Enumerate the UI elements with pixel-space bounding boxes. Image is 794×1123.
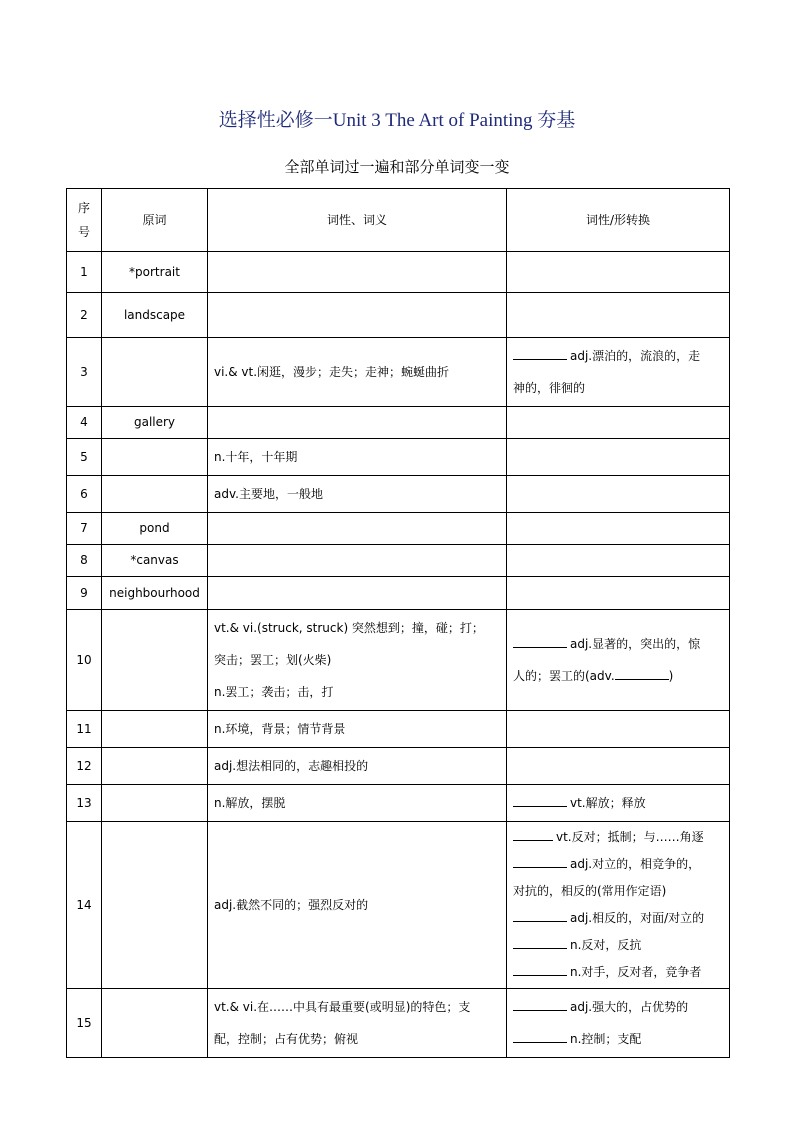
pos-line: n.环境，背景；情节背景	[214, 722, 346, 736]
table-row	[67, 439, 730, 476]
row-conversion	[507, 545, 730, 577]
table-row	[67, 711, 730, 748]
row-number: 15	[67, 989, 102, 1058]
row-conversion	[507, 748, 730, 785]
row-number: 10	[67, 610, 102, 711]
row-conversion	[507, 711, 730, 748]
answer-blank[interactable]	[513, 936, 567, 949]
header-conversion: 词性/形转换	[507, 189, 730, 252]
conversion-text: n.控制；支配	[570, 1032, 642, 1046]
conversion-line	[513, 372, 723, 404]
row-word	[102, 476, 208, 513]
conversion-text: 神的，徘徊的	[513, 381, 586, 395]
table-row	[67, 610, 730, 711]
conversion-text: n.对手，反对者，竞争者	[570, 965, 702, 979]
row-word	[102, 989, 208, 1058]
table-row	[67, 822, 730, 989]
row-number: 14	[67, 822, 102, 989]
row-number: 13	[67, 785, 102, 822]
row-conversion	[507, 513, 730, 545]
row-word: *portrait	[102, 252, 208, 293]
row-conversion	[507, 577, 730, 610]
conversion-text: adj.相反的，对面/对立的	[570, 911, 705, 925]
pos-line: vt.& vi.在……中具有最重要(或明显)的特色；支	[214, 1000, 471, 1014]
pos-line: adj.截然不同的；强烈反对的	[214, 898, 369, 912]
pos-line: adj.想法相同的，志趣相投的	[214, 759, 369, 773]
conversion-line	[513, 660, 723, 692]
vocabulary-table	[66, 188, 730, 1058]
header-number-line1: 序	[77, 201, 90, 215]
conversion-line	[513, 1023, 723, 1055]
conversion-text: adj.强大的，占优势的	[570, 1000, 689, 1014]
table-row	[67, 338, 730, 407]
conversion-text: adj.对立的，相竞争的，	[570, 857, 701, 871]
table-body	[67, 252, 730, 1058]
answer-blank[interactable]	[513, 963, 567, 976]
row-conversion	[507, 610, 730, 711]
conversion-text: vt.反对；抵制；与……角逐	[556, 830, 704, 844]
conversion-text: 对抗的，相反的(常用作定语)	[513, 884, 667, 898]
table-row	[67, 293, 730, 338]
pos-line: 配，控制；占有优势；俯视	[214, 1032, 359, 1046]
row-number: 6	[67, 476, 102, 513]
conversion-text: adj.漂泊的，流浪的，走	[570, 349, 701, 363]
row-part-of-speech	[208, 785, 507, 822]
row-part-of-speech	[208, 822, 507, 989]
answer-blank[interactable]	[615, 667, 669, 680]
answer-blank[interactable]	[513, 828, 553, 841]
row-conversion	[507, 338, 730, 407]
row-number: 11	[67, 711, 102, 748]
pos-line: vi.& vt.闲逛，漫步；走失；走神；蜿蜒曲折	[214, 365, 450, 379]
conversion-line	[513, 340, 723, 372]
answer-blank[interactable]	[513, 635, 567, 648]
row-part-of-speech	[208, 577, 507, 610]
row-part-of-speech	[208, 545, 507, 577]
conversion-line	[513, 905, 723, 932]
answer-blank[interactable]	[513, 1030, 567, 1043]
row-number: 1	[67, 252, 102, 293]
row-number: 2	[67, 293, 102, 338]
row-part-of-speech	[208, 476, 507, 513]
row-conversion	[507, 785, 730, 822]
table-row	[67, 252, 730, 293]
row-number: 9	[67, 577, 102, 610]
conversion-line	[513, 824, 723, 851]
conversion-line	[513, 932, 723, 959]
row-word	[102, 711, 208, 748]
row-word	[102, 822, 208, 989]
row-conversion	[507, 989, 730, 1058]
conversion-text: adj.显著的，突出的，惊	[570, 637, 701, 651]
row-number: 7	[67, 513, 102, 545]
row-number: 5	[67, 439, 102, 476]
pos-line: vt.& vi.(struck, struck) 突然想到；撞，碰；打；	[214, 621, 484, 635]
pos-line: n.十年，十年期	[214, 450, 298, 464]
page-subtitle: 全部单词过一遍和部分单词变一变	[284, 158, 510, 176]
table-row	[67, 545, 730, 577]
page-title: 选择性必修一Unit 3 The Art of Painting 夯基	[218, 110, 576, 131]
row-part-of-speech	[208, 610, 507, 711]
row-part-of-speech	[208, 711, 507, 748]
pos-line: adv.主要地，一般地	[214, 487, 323, 501]
row-number: 12	[67, 748, 102, 785]
answer-blank[interactable]	[513, 794, 567, 807]
table-row	[67, 989, 730, 1058]
row-part-of-speech	[208, 513, 507, 545]
table-row	[67, 407, 730, 439]
answer-blank[interactable]	[513, 855, 567, 868]
row-word: landscape	[102, 293, 208, 338]
row-number: 3	[67, 338, 102, 407]
conversion-line	[513, 787, 723, 819]
row-conversion	[507, 252, 730, 293]
conversion-text: 人的；罢工的(adv.	[513, 669, 615, 683]
conversion-line	[513, 878, 723, 905]
conversion-line	[513, 959, 723, 986]
table-row	[67, 748, 730, 785]
conversion-line	[513, 991, 723, 1023]
pos-line: 突击；罢工；划(火柴)	[214, 653, 332, 667]
row-conversion	[507, 439, 730, 476]
row-word	[102, 610, 208, 711]
conversion-text: n.反对，反抗	[570, 938, 642, 952]
row-word: *canvas	[102, 545, 208, 577]
conversion-text: vt.解放；释放	[570, 796, 646, 810]
table-row	[67, 513, 730, 545]
header-number	[67, 189, 102, 252]
row-part-of-speech	[208, 252, 507, 293]
row-word	[102, 338, 208, 407]
table-row	[67, 785, 730, 822]
row-conversion	[507, 476, 730, 513]
row-conversion	[507, 407, 730, 439]
table-row	[67, 577, 730, 610]
answer-blank[interactable]	[513, 909, 567, 922]
row-number: 8	[67, 545, 102, 577]
conversion-line	[513, 628, 723, 660]
row-word	[102, 439, 208, 476]
answer-blank[interactable]	[513, 347, 567, 360]
row-part-of-speech	[208, 338, 507, 407]
header-number-line2: 号	[77, 225, 90, 239]
answer-blank[interactable]	[513, 998, 567, 1011]
pos-line: n.解放，摆脱	[214, 796, 286, 810]
row-part-of-speech	[208, 293, 507, 338]
row-part-of-speech	[208, 439, 507, 476]
row-part-of-speech	[208, 407, 507, 439]
row-part-of-speech	[208, 748, 507, 785]
row-word: neighbourhood	[102, 577, 208, 610]
row-word	[102, 785, 208, 822]
conversion-text-tail: )	[668, 669, 674, 683]
header-word: 原词	[102, 189, 208, 252]
row-word	[102, 748, 208, 785]
row-word: gallery	[102, 407, 208, 439]
table-header-row	[67, 189, 730, 252]
row-conversion	[507, 822, 730, 989]
row-number: 4	[67, 407, 102, 439]
row-conversion	[507, 293, 730, 338]
pos-line: n.罢工；袭击；击，打	[214, 685, 334, 699]
table-row	[67, 476, 730, 513]
conversion-line	[513, 851, 723, 878]
row-part-of-speech	[208, 989, 507, 1058]
header-pos: 词性、词义	[208, 189, 507, 252]
row-word: pond	[102, 513, 208, 545]
